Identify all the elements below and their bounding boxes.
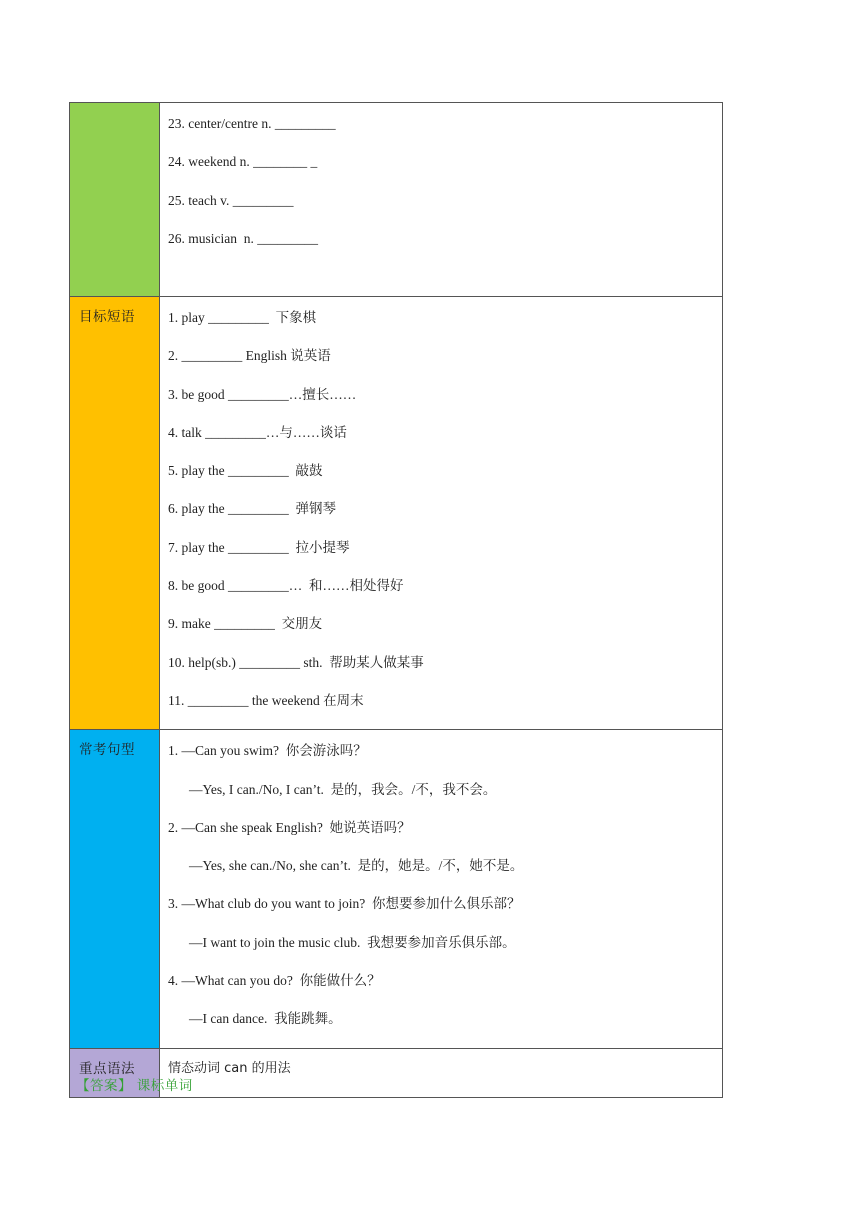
vocab-item: 25. teach v. _________ — [168, 192, 294, 208]
grammar-content — [160, 1049, 722, 1097]
grammar-content-cell — [160, 1048, 723, 1097]
phrases-label: 目标短语 — [79, 309, 135, 325]
sentence-question: 1. —Can you swim? 你会游泳吗？ — [168, 743, 367, 759]
vocab-label — [70, 103, 159, 111]
phrase-item: 1. play _________ 下象棋 — [168, 310, 317, 325]
vocab-row — [70, 103, 723, 297]
sentence-question: 2. —Can she speak English? 她说英语吗？ — [168, 819, 411, 835]
phrases-row — [70, 297, 723, 730]
grammar-label: 重点语法 — [79, 1060, 135, 1077]
phrase-item: 10. help(sb.) _________ sth. 帮助某人做某事 — [168, 654, 424, 670]
phrase-item: 5. play the _________ 敲鼓 — [168, 463, 323, 479]
sentence-answer: —Yes, I can./No, I can’t. 是的，我会。/不，我不会。 — [189, 781, 497, 797]
phrase-item: 7. play the _________ 拉小提琴 — [168, 539, 350, 555]
sentence-question: 3. —What club do you want to join? 你想要参加什么俱乐部？ — [168, 896, 521, 912]
grammar-text: 情态动词 can 的用法 — [168, 1060, 291, 1076]
sentences-row — [70, 730, 723, 1048]
phrases-content-cell — [160, 297, 723, 730]
phrase-item: 11. _________ the weekend 在周末 — [168, 692, 364, 708]
phrase-item: 3. be good _________…擅长…… — [168, 386, 357, 402]
sentence-answer: —I can dance. 我能跳舞。 — [189, 1011, 342, 1027]
phrase-item: 2. _________ English 说英语 — [168, 348, 331, 364]
sentences-list — [160, 730, 722, 1047]
phrase-item: 6. play the _________ 弹钢琴 — [168, 501, 336, 517]
vocab-item: 23. center/centre n. _________ — [168, 116, 336, 131]
sentence-question: 4. —What can you do? 你能做什么？ — [168, 973, 381, 989]
phrase-item: 8. be good _________… 和……相处得好 — [168, 578, 404, 594]
phrases-list — [160, 297, 722, 729]
vocab-item: 24. weekend n. ________ _ — [168, 154, 318, 170]
sentence-answer: —I want to join the music club. 我想要参加音乐俱乐部。 — [189, 934, 516, 950]
sentence-answer: —Yes, she can./No, she can’t. 是的，她是。/不，她不是。 — [189, 858, 524, 874]
worksheet-table — [69, 102, 723, 1098]
sentences-label-cell — [70, 730, 160, 1048]
vocab-content-cell — [160, 103, 723, 297]
vocab-item: 26. musician n. _________ — [168, 230, 318, 246]
vocab-list — [160, 103, 722, 267]
phrase-item: 9. make _________ 交朋友 — [168, 616, 323, 632]
phrases-label-cell — [70, 297, 160, 730]
vocab-label-cell — [70, 103, 160, 297]
answer-heading: 【答案】 课标单词 — [76, 1078, 193, 1094]
sentences-label: 常考句型 — [79, 742, 135, 759]
sentences-content-cell — [160, 730, 723, 1048]
phrase-item: 4. talk _________…与……谈话 — [168, 424, 347, 440]
